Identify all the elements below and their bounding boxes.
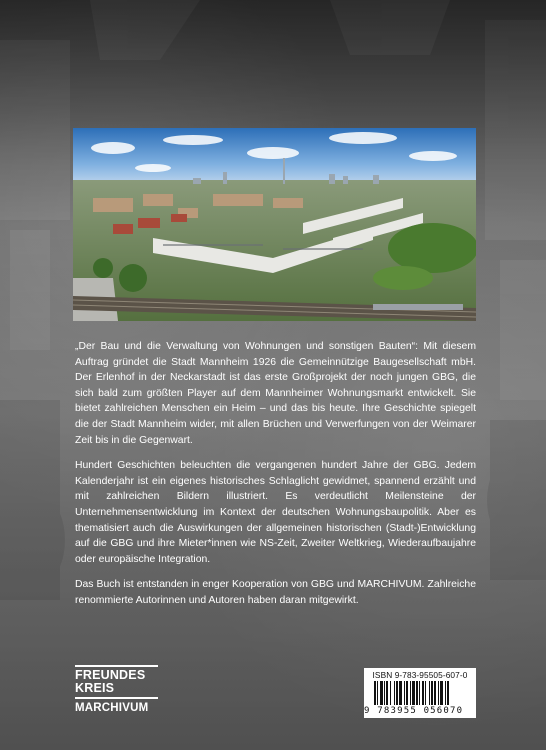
description-text — [75, 339, 476, 619]
isbn-barcode — [364, 668, 476, 718]
isbn-label: ISBN 9-783-95505-607-0 — [372, 670, 468, 680]
paragraph-2: Hundert Geschichten beleuchten die vergangenen hundert Jahre der GBG. Jedem Kalenderjahr ist ein eigenes historisches Schlaglicht gewidmet, spannend erzählt und mit zahlreichen Bildern illustriert. Es verdeutlicht Meilensteine der Unternehmensentwicklung im Kontext der deutschen Wohnungsbaupolitik. Aber es thematisiert auch die Auswirkungen der allgemeinen historischen (Stadt-)Entwicklung auf die GBG und ihre Mieter*innen wie NS-Zeit, Zweiter Weltkrieg, Wiederaufbaujahre oder europäische Integration. — [75, 460, 476, 565]
barcode-digits: 9 783955 056070 — [364, 706, 464, 716]
logo-line-2: KREIS — [75, 681, 115, 695]
logo-rule — [75, 665, 158, 667]
paragraph-1: „Der Bau und die Verwaltung von Wohnungen und sonstigen Bauten“: Mit diesem Auftrag gründet die Stadt Mannheim 1926 die Gemeinnützige Baugesellschaft mbH. Der Erlenhof in der Neckarstadt ist das erste Großprojekt der noch jungen GBG, die sich bald zum größten Player auf dem Mannheimer Wohnungsmarkt entwickelt. Sie bietet zahlreichen Menschen ein Heim – und das bis heute. Ihre Geschichte spiegelt die der Stadt Mannheim wider, mit allen Brüchen und Verwerfungen von der Weimarer Zeit bis in die Gegenwart. — [75, 341, 476, 446]
logo-line-3: MARCHIVUM — [75, 702, 149, 714]
aerial-city-photo — [73, 128, 476, 321]
logo-line-1: FREUNDES — [75, 668, 146, 682]
logo-rule-2 — [75, 697, 158, 699]
paragraph-3: Das Buch ist entstanden in enger Kooperation von GBG und MARCHIVUM. Zahlreiche renommierte Autorinnen und Autoren haben daran mitgewirkt. — [75, 579, 476, 606]
freundeskreis-marchivum-logo — [75, 665, 160, 715]
